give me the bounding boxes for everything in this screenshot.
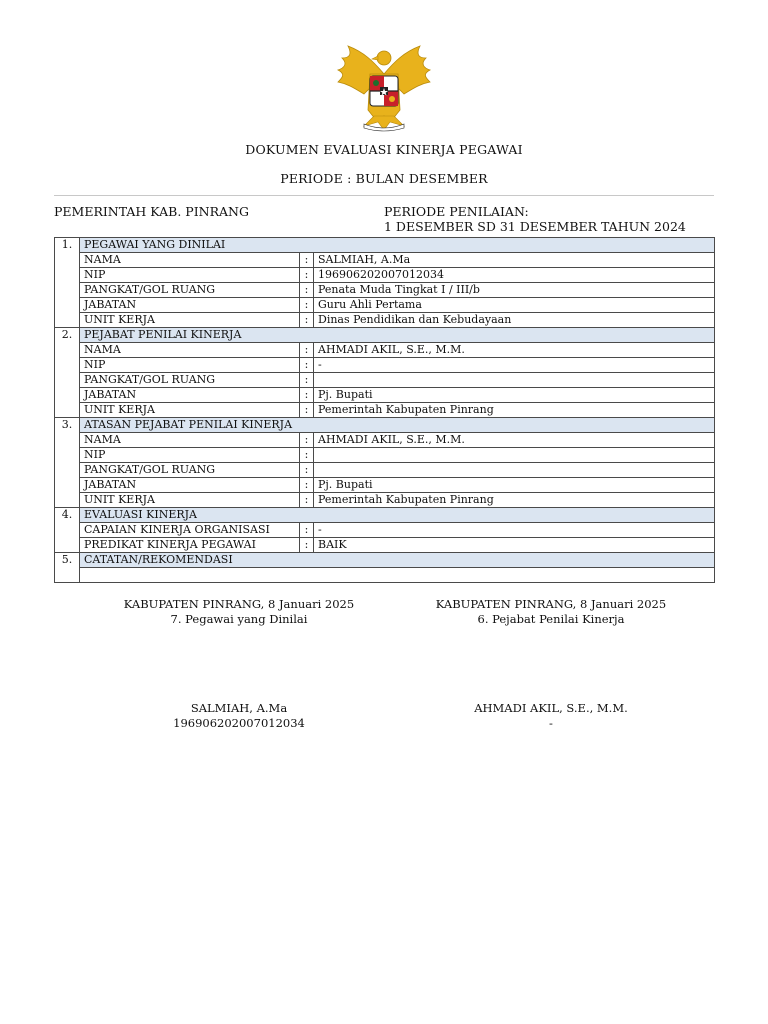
section-header-row — [55, 238, 715, 253]
section-header-row — [55, 328, 715, 343]
section-title: PEGAWAI YANG DINILAI — [80, 238, 715, 253]
field-value: - — [314, 358, 715, 373]
field-value: BAIK — [314, 538, 715, 553]
table-row — [55, 448, 715, 463]
assessment-period-label: PERIODE PENILAIAN: — [384, 204, 529, 219]
field-label: PANGKAT/GOL RUANG — [80, 463, 300, 478]
field-label: NIP — [80, 358, 300, 373]
field-label: JABATAN — [80, 388, 300, 403]
table-row — [55, 463, 715, 478]
table-row — [55, 433, 715, 448]
table-row — [55, 343, 715, 358]
table-row — [55, 253, 715, 268]
section-number: 5. — [55, 553, 80, 583]
field-label: PANGKAT/GOL RUANG — [80, 373, 300, 388]
table-row — [55, 358, 715, 373]
field-label: UNIT KERJA — [80, 313, 300, 328]
table-row — [55, 313, 715, 328]
field-label: PREDIKAT KINERJA PEGAWAI — [80, 538, 300, 553]
field-value: AHMADI AKIL, S.E., M.M. — [314, 343, 715, 358]
field-value: AHMADI AKIL, S.E., M.M. — [314, 433, 715, 448]
signature-left-name-block — [64, 701, 414, 731]
colon: : — [300, 388, 314, 403]
signature-place-date: KABUPATEN PINRANG, 8 Januari 2025 — [123, 597, 355, 611]
section-title: PEJABAT PENILAI KINERJA — [80, 328, 715, 343]
colon: : — [300, 253, 314, 268]
field-value: Pemerintah Kabupaten Pinrang — [314, 403, 715, 418]
table-row — [55, 538, 715, 553]
table-row — [55, 523, 715, 538]
field-label: JABATAN — [80, 478, 300, 493]
garuda-pancasila-emblem-icon — [334, 44, 434, 132]
field-label: UNIT KERJA — [80, 403, 300, 418]
colon: : — [300, 298, 314, 313]
field-value: Pj. Bupati — [314, 478, 715, 493]
table-row — [55, 388, 715, 403]
colon: : — [300, 448, 314, 463]
field-value: SALMIAH, A.Ma — [314, 253, 715, 268]
field-label: NAMA — [80, 253, 300, 268]
section-header-row — [55, 553, 715, 568]
table-row — [55, 403, 715, 418]
signatory-nip: - — [549, 716, 553, 730]
section-header-row — [55, 418, 715, 433]
signature-left-header — [64, 597, 414, 627]
field-label: NAMA — [80, 433, 300, 448]
signature-right-name-block — [376, 701, 726, 731]
notes-row — [55, 568, 715, 583]
colon: : — [300, 478, 314, 493]
section-title: EVALUASI KINERJA — [80, 508, 715, 523]
signatory-name: AHMADI AKIL, S.E., M.M. — [474, 701, 628, 715]
colon: : — [300, 523, 314, 538]
period-title: PERIODE : BULAN DESEMBER — [280, 171, 488, 186]
table-row — [55, 478, 715, 493]
table-row — [55, 373, 715, 388]
field-value: 196906202007012034 — [314, 268, 715, 283]
signature-role: 6. Pejabat Penilai Kinerja — [477, 612, 625, 626]
evaluation-table — [54, 237, 715, 583]
signatory-name: SALMIAH, A.Ma — [190, 701, 288, 715]
colon: : — [300, 538, 314, 553]
section-title: CATATAN/REKOMENDASI — [80, 553, 715, 568]
field-value: Guru Ahli Pertama — [314, 298, 715, 313]
colon: : — [300, 433, 314, 448]
colon: : — [300, 313, 314, 328]
field-value: Pemerintah Kabupaten Pinrang — [314, 493, 715, 508]
organization-name: PEMERINTAH KAB. PINRANG — [54, 204, 249, 219]
section-number: 3. — [55, 418, 80, 508]
colon: : — [300, 463, 314, 478]
section-title: ATASAN PEJABAT PENILAI KINERJA — [80, 418, 715, 433]
field-label: NAMA — [80, 343, 300, 358]
colon: : — [300, 403, 314, 418]
colon: : — [300, 493, 314, 508]
signature-role: 7. Pegawai yang Dinilai — [170, 612, 308, 626]
colon: : — [300, 358, 314, 373]
section-number: 1. — [55, 238, 80, 328]
field-label: JABATAN — [80, 298, 300, 313]
field-value — [314, 373, 715, 388]
signature-right-header — [376, 597, 726, 627]
table-row — [55, 298, 715, 313]
field-label: NIP — [80, 448, 300, 463]
field-label: NIP — [80, 268, 300, 283]
table-row — [55, 283, 715, 298]
table-row — [55, 493, 715, 508]
colon: : — [300, 373, 314, 388]
field-value: Penata Muda Tingkat I / III/b — [314, 283, 715, 298]
colon: : — [300, 283, 314, 298]
field-value — [314, 448, 715, 463]
field-value: Dinas Pendidikan dan Kebudayaan — [314, 313, 715, 328]
section-header-row — [55, 508, 715, 523]
field-value: - — [314, 523, 715, 538]
assessment-period — [384, 204, 686, 234]
table-row — [55, 268, 715, 283]
assessment-period-range: 1 DESEMBER SD 31 DESEMBER TAHUN 2024 — [384, 219, 686, 234]
field-value — [314, 463, 715, 478]
field-label: CAPAIAN KINERJA ORGANISASI — [80, 523, 300, 538]
field-label: UNIT KERJA — [80, 493, 300, 508]
colon: : — [300, 268, 314, 283]
field-label: PANGKAT/GOL RUANG — [80, 283, 300, 298]
colon: : — [300, 343, 314, 358]
signatory-nip: 196906202007012034 — [173, 716, 305, 730]
signature-place-date: KABUPATEN PINRANG, 8 Januari 2025 — [435, 597, 667, 611]
field-value: Pj. Bupati — [314, 388, 715, 403]
header-divider — [54, 195, 714, 196]
section-number: 4. — [55, 508, 80, 553]
section-number: 2. — [55, 328, 80, 418]
document-title: DOKUMEN EVALUASI KINERJA PEGAWAI — [245, 142, 523, 157]
notes-cell — [80, 568, 715, 583]
